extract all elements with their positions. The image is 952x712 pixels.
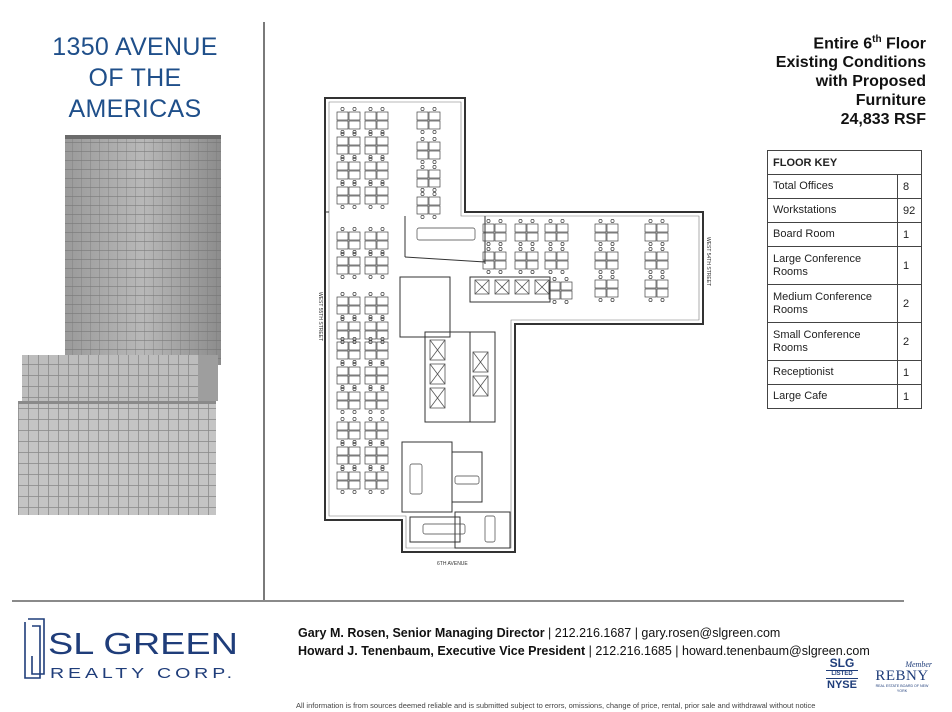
floor-key-label: Total Offices — [768, 175, 898, 199]
workstation-cluster — [337, 337, 360, 363]
workstation-cluster — [365, 227, 388, 253]
table-row — [768, 285, 922, 323]
workstation-cluster — [545, 247, 568, 273]
workstation-cluster — [337, 292, 360, 318]
workstation-cluster — [337, 107, 360, 133]
floor-key-value: 1 — [898, 223, 922, 247]
workstation-cluster — [365, 292, 388, 318]
floor-key-value: 92 — [898, 199, 922, 223]
floor-key-label: Medium Conference Rooms — [768, 285, 898, 323]
floor-key-value: 2 — [898, 285, 922, 323]
contact-name: Gary M. Rosen, Senior Managing Director — [298, 626, 545, 640]
floor-key-label: Small Conference Rooms — [768, 323, 898, 361]
contact-line — [298, 642, 870, 660]
workstation-cluster — [337, 317, 360, 343]
workstation-cluster — [337, 467, 360, 493]
workstation-cluster — [545, 219, 568, 245]
rebny-member: Member — [905, 660, 932, 669]
headline-line-1: Entire 6th Floor — [813, 34, 926, 53]
floor-key-value: 2 — [898, 323, 922, 361]
workstation-cluster — [645, 275, 668, 301]
disclaimer: All information is from sources deemed reliable and is submitted subject to errors, omissions, change of price, rental, prior sale and withdrawal without notice — [296, 701, 816, 710]
contact-line — [298, 624, 870, 642]
street-label-west-54th: WEST 54TH STREET — [705, 237, 711, 287]
workstation-cluster — [365, 362, 388, 388]
floor-plan-outline — [325, 98, 703, 552]
street-label-6th-avenue: 6TH AVENUE — [437, 561, 468, 567]
workstation-cluster — [337, 157, 360, 183]
vertical-divider — [263, 22, 265, 600]
table-row — [768, 199, 922, 223]
building-image — [18, 133, 226, 515]
floor-key-value: 1 — [898, 361, 922, 385]
workstation-cluster — [337, 442, 360, 468]
horizontal-divider — [12, 600, 904, 602]
workstation-cluster — [337, 362, 360, 388]
workstation-cluster — [417, 107, 440, 133]
floor-key-label: Board Room — [768, 223, 898, 247]
floor-key-header: FLOOR KEY — [768, 151, 922, 175]
workstation-cluster — [483, 247, 506, 273]
workstation-cluster — [595, 247, 618, 273]
workstation-cluster — [595, 219, 618, 245]
slg-badge-top: SLG — [829, 656, 855, 670]
workstation-cluster — [483, 219, 506, 245]
workstation-cluster — [365, 157, 388, 183]
street-label-west-55th: WEST 55TH STREET — [317, 292, 323, 342]
floor-key-value: 8 — [898, 175, 922, 199]
table-row — [768, 361, 922, 385]
table-row — [768, 323, 922, 361]
workstation-cluster — [515, 219, 538, 245]
workstation-cluster — [337, 132, 360, 158]
logo-line-1: SL GREEN — [48, 626, 238, 661]
workstation-cluster — [365, 252, 388, 278]
workstation-cluster — [365, 417, 388, 443]
slg-badge-mid: LISTED — [826, 670, 858, 679]
workstation-cluster — [595, 275, 618, 301]
floor-key-value: 1 — [898, 247, 922, 285]
contact-name: Howard J. Tenenbaum, Executive Vice President — [298, 644, 586, 658]
headline-line-2: Existing Conditions — [775, 54, 926, 72]
floor-key-value: 1 — [898, 385, 922, 409]
workstation-cluster — [337, 387, 360, 413]
building-title-line-3: AMERICAS — [68, 95, 202, 123]
headline-line-5: 24,833 RSF — [840, 111, 926, 129]
workstation-cluster — [365, 182, 388, 208]
workstation-cluster — [365, 132, 388, 158]
sl-green-logo — [22, 616, 244, 686]
table-row — [768, 247, 922, 285]
building-title — [30, 32, 240, 125]
workstation-cluster — [337, 252, 360, 278]
workstation-cluster — [515, 247, 538, 273]
floor-plan-drawing — [305, 92, 725, 572]
workstation-cluster — [365, 467, 388, 493]
table-row — [768, 385, 922, 409]
floor-key-label: Large Cafe — [768, 385, 898, 409]
workstation-cluster — [645, 219, 668, 245]
slg-nyse-badge — [822, 657, 862, 691]
floor-key-label: Large Conference Rooms — [768, 247, 898, 285]
building-title-line-1: 1350 AVENUE — [52, 33, 218, 61]
workstation-cluster — [417, 137, 440, 163]
workstation-cluster — [337, 227, 360, 253]
workstation-cluster — [365, 107, 388, 133]
rebny-badge — [872, 660, 932, 694]
table-row — [768, 175, 922, 199]
building-title-line-2: OF THE — [88, 64, 182, 92]
logo-line-2: REALTY CORP. — [50, 665, 237, 682]
workstation-cluster — [365, 337, 388, 363]
workstation-cluster — [645, 247, 668, 273]
contacts — [298, 624, 870, 660]
workstation-cluster — [337, 182, 360, 208]
workstation-cluster — [337, 417, 360, 443]
workstation-cluster — [417, 192, 440, 218]
floor-key-label: Workstations — [768, 199, 898, 223]
floor-key-table — [767, 150, 922, 409]
rebny-tagline: REAL ESTATE BOARD OF NEW YORK — [875, 684, 929, 693]
table-row — [768, 223, 922, 247]
floor-key-label: Receptionist — [768, 361, 898, 385]
headline-line-3: with Proposed — [815, 73, 926, 91]
workstation-cluster — [417, 165, 440, 191]
workstation-cluster — [365, 317, 388, 343]
headline-line-4: Furniture — [855, 92, 926, 110]
workstation-cluster — [549, 277, 572, 303]
slg-badge-bottom: NYSE — [827, 679, 857, 691]
contact-details: | 212.216.1687 | gary.rosen@slgreen.com — [544, 626, 781, 640]
workstation-cluster — [365, 442, 388, 468]
contact-details: | 212.216.1685 | howard.tenenbaum@slgreen.com — [585, 644, 870, 658]
rebny-name: REBNY — [875, 668, 929, 684]
workstation-cluster — [365, 387, 388, 413]
